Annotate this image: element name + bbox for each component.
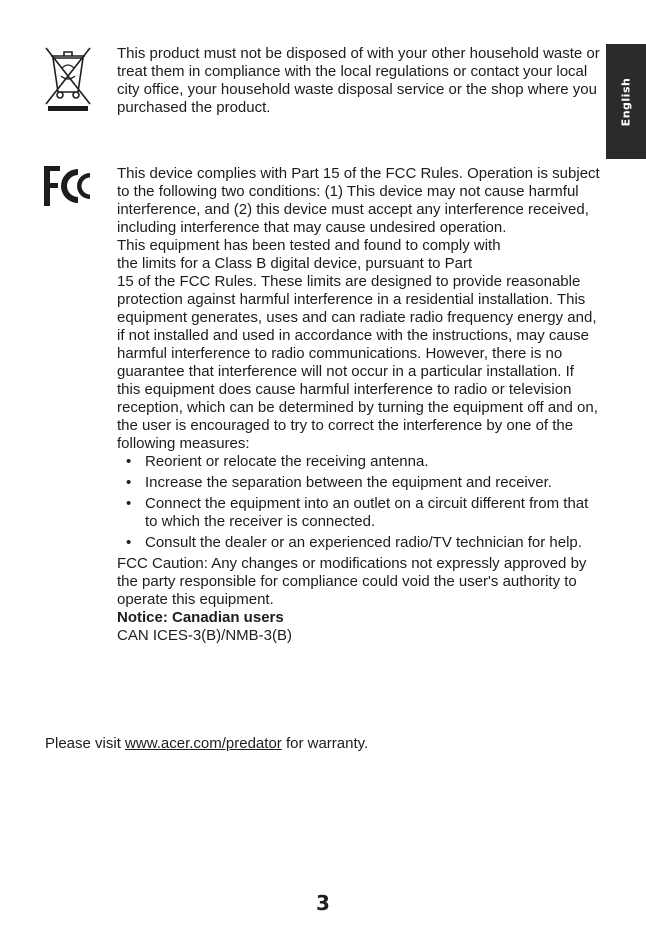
weee-disposal-notice <box>117 45 601 117</box>
warranty-line <box>45 735 368 753</box>
crossed-out-wheeled-bin-icon <box>44 46 92 112</box>
warranty-prefix: Please visit <box>45 735 126 752</box>
canadian-notice-heading: Notice: Canadian users <box>117 609 284 626</box>
canadian-notice-text: CAN ICES-3(B)/NMB-3(B) <box>117 627 293 644</box>
warranty-link[interactable]: www.acer.com/predator <box>125 735 282 752</box>
list-item: • Reorient or relocate the receiving antenna. <box>117 453 601 471</box>
fcc-logo-icon <box>44 166 98 206</box>
interference-measures-list <box>117 453 601 552</box>
fcc-caution: FCC Caution: Any changes or modifications not expressly approved by the party responsible for compliance could void the user's authority to operate this equipment. <box>117 555 587 608</box>
fcc-compliance-notice <box>117 165 601 645</box>
list-item: • Consult the dealer or an experienced radio/TV technician for help. <box>117 534 601 552</box>
weee-notice-text: This product must not be disposed of with your other household waste or treat them in compliance with the local regulations or contact your local city office, your household waste disposal service or the shop where you purchased the product. <box>117 45 600 116</box>
warranty-suffix: for warranty. <box>281 735 369 752</box>
language-tab <box>606 44 646 159</box>
language-tab-label: English <box>619 77 633 126</box>
fcc-paragraph-2-line-2: the limits for a Class B digital device, pursuant to Part <box>117 255 473 272</box>
fcc-paragraph-2-rest: 15 of the FCC Rules. These limits are designed to provide reasonable protection against harmful interference in a residential installation. This equipment generates, uses and can radiate radio frequency energy and, if not installed and used in accordance with the instructions, may cause harmful interference to radio communications. However, there is no guarantee that interference will not occur in a particular installation. If this equipment does cause harmful interference to radio or television reception, which can be determined by turning the equipment off and on, the user is encouraged to try to correct the interference by one of the following measures: <box>117 273 598 452</box>
fcc-paragraph-1: This device complies with Part 15 of the FCC Rules. Operation is subject to the following two conditions: (1) This device may not cause harmful interference, and (2) this device must accept any interference received, including interference that may cause undesired operation. <box>117 165 600 236</box>
list-item: • Increase the separation between the equipment and receiver. <box>117 474 601 492</box>
page-number: 3 <box>316 891 330 915</box>
list-item: • Connect the equipment into an outlet on a circuit different from that to which the receiver is connected. <box>117 495 601 531</box>
fcc-paragraph-2-line-1: This equipment has been tested and found to comply with <box>117 237 501 254</box>
